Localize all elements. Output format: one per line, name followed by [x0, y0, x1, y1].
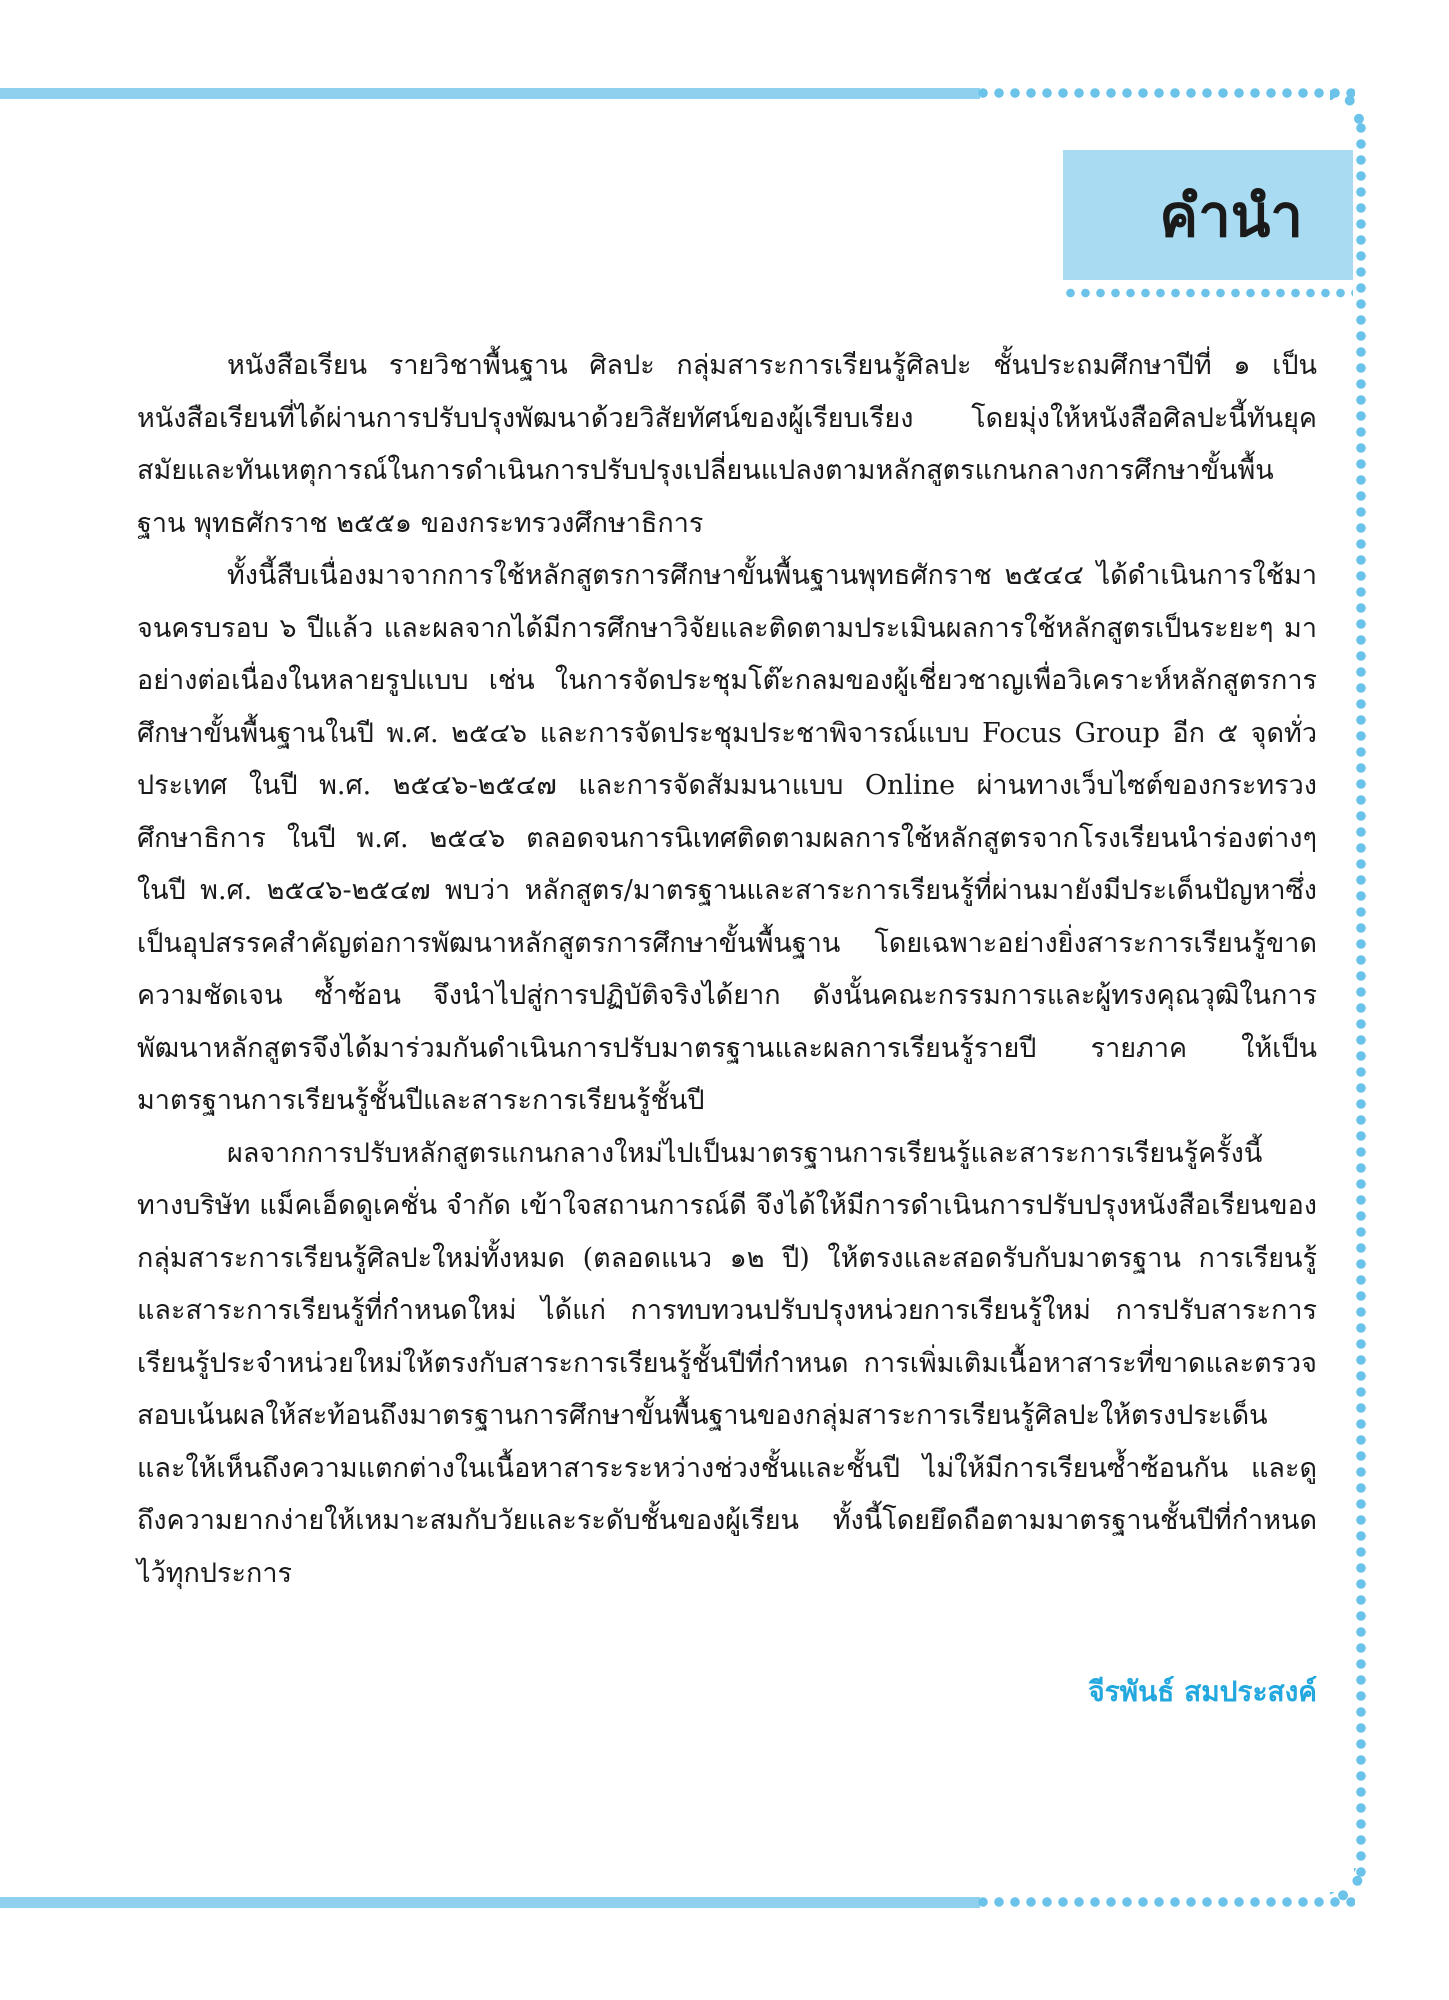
- frame-top-right-corner: [1330, 90, 1364, 124]
- frame-bottom-border: [0, 1897, 980, 1908]
- paragraph-2: ทั้งนี้สืบเนื่องมาจากการใช้หลักสูตรการศึกษาขั้นพื้นฐานพุทธศักราช ๒๕๔๔ ได้ดำเนินการใช้มาจนครบรอบ ๖ ปีแล้ว และผลจากได้มีการศึกษาวิจัยและติดตามประเมินผลการใช้หลักสูตรเป็นระยะๆ มาอย่างต่อเนื่องในหลายรูปแบบ เช่น ในการจัดประชุมโต๊ะกลมของผู้เชี่ยวชาญเพื่อวิเคราะห์หลักสูตรการศึกษาขั้นพื้นฐานในปี พ.ศ. ๒๕๔๖ และการจัดประชุมประชาพิจารณ์แบบ Focus Group อีก ๕ จุดทั่วประเทศ ในปี พ.ศ. ๒๕๔๖-๒๕๔๗ และการจัดสัมมนาแบบ Online ผ่านทางเว็บไซต์ของกระทรวงศึกษาธิการ ในปี พ.ศ. ๒๕๔๖ ตลอดจนการนิเทศติดตามผลการใช้หลักสูตรจากโรงเรียนนำร่องต่างๆ ในปี พ.ศ. ๒๕๔๖-๒๕๔๗ พบว่า หลักสูตร/มาตรฐานและสาระการเรียนรู้ที่ผ่านมายังมีประเด็นปัญหาซึ่งเป็นอุปสรรคสำคัญต่อการพัฒนาหลักสูตรการศึกษาขั้นพื้นฐาน โดยเฉพาะอย่างยิ่งสาระการเรียนรู้ขาดความชัดเจน ซ้ำซ้อน จึงนำไปสู่การปฏิบัติจริงได้ยาก ดังนั้นคณะกรรมการและผู้ทรงคุณวุฒิในการพัฒนาหลักสูตรจึงได้มาร่วมกันดำเนินการปรับมาตรฐานและผลการเรียนรู้รายปี รายภาค ให้เป็นมาตรฐานการเรียนรู้ชั้นปีและสาระการเรียนรู้ชั้นปี: [137, 560, 1317, 1116]
- frame-top-dotted-border: [975, 87, 1355, 99]
- frame-bottom-dotted-border: [975, 1896, 1355, 1908]
- preface-body: [137, 340, 1317, 1600]
- frame-top-border: [0, 88, 980, 99]
- title-banner: [1063, 150, 1353, 280]
- paragraph-1: หนังสือเรียน รายวิชาพื้นฐาน ศิลปะ กลุ่มสาระการเรียนรู้ศิลปะ ชั้นประถมศึกษาปีที่ ๑ เป็นหนังสือเรียนที่ได้ผ่านการปรับปรุงพัฒนาด้วยวิสัยทัศน์ของผู้เรียบเรียง โดยมุ่งให้หนังสือศิลปะนี้ทันยุคสมัยและทันเหตุการณ์ในการดำเนินการปรับปรุงเปลี่ยนแปลงตามหลักสูตรแกนกลางการศึกษาขั้นพื้นฐาน พุทธศักราช ๒๕๕๑ ของกระทรวงศึกษาธิการ: [137, 350, 1317, 539]
- frame-right-dotted-border: [1355, 120, 1367, 1880]
- title-dotted-underline: [1063, 288, 1353, 298]
- page-title: คำนำ: [1159, 181, 1303, 250]
- author-signature: จีรพันธ์ สมประสงค์: [1088, 1675, 1317, 1708]
- paragraph-3: ผลจากการปรับหลักสูตรแกนกลางใหม่ไปเป็นมาตรฐานการเรียนรู้และสาระการเรียนรู้ครั้งนี้ ทางบริษัท แม็คเอ็ดดูเคชั่น จำกัด เข้าใจสถานการณ์ดี จึงได้ให้มีการดำเนินการปรับปรุงหนังสือเรียนของกลุ่มสาระการเรียนรู้ศิลปะใหม่ทั้งหมด (ตลอดแนว ๑๒ ปี) ให้ตรงและสอดรับกับมาตรฐาน การเรียนรู้และสาระการเรียนรู้ที่กำหนดใหม่ ได้แก่ การทบทวนปรับปรุงหน่วยการเรียนรู้ใหม่ การปรับสาระการเรียนรู้ประจำหน่วยใหม่ให้ตรงกับสาระการเรียนรู้ชั้นปีที่กำหนด การเพิ่มเติมเนื้อหาสาระที่ขาดและตรวจสอบเน้นผลให้สะท้อนถึงมาตรฐานการศึกษาขั้นพื้นฐานของกลุ่มสาระการเรียนรู้ศิลปะให้ตรงประเด็น และให้เห็นถึงความแตกต่างในเนื้อหาสาระระหว่างช่วงชั้นและชั้นปี ไม่ให้มีการเรียนซ้ำซ้อนกัน และดูถึงความยากง่ายให้เหมาะสมกับวัยและระดับชั้นของผู้เรียน ทั้งนี้โดยยึดถือตามมาตรฐานชั้นปีที่กำหนดไว้ทุกประการ: [137, 1137, 1317, 1589]
